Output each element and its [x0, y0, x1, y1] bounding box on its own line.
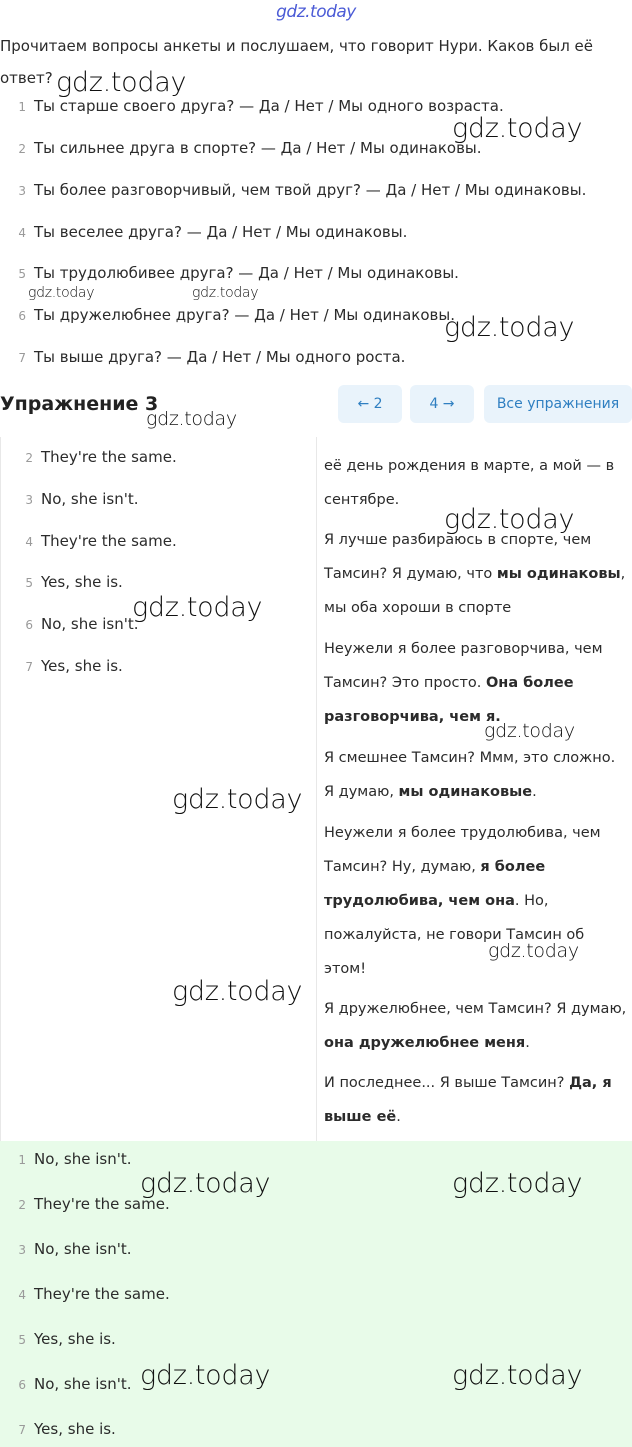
item-text: Yes, she is. [34, 1330, 116, 1348]
paragraph-text: И последнее... Я выше Тамсин? [324, 1075, 570, 1091]
prev-exercise-button[interactable]: ← 2 [338, 385, 402, 423]
row-number: 4 [25, 535, 33, 549]
list-item [0, 181, 586, 199]
table-right-column [316, 437, 632, 1141]
watermark: gdz.today [140, 1360, 271, 1391]
row-number: 2 [25, 451, 33, 465]
paragraph-bold: мы одинаковые [398, 784, 533, 800]
item-text: Ты выше друга? — Да / Нет / Мы одного роста. [34, 348, 406, 366]
row-text: No, she isn't. [41, 615, 139, 633]
row-number: 7 [25, 660, 33, 674]
list-item [0, 139, 482, 157]
item-text: They're the same. [34, 1285, 170, 1303]
item-number: 6 [18, 1378, 26, 1392]
table-row [1, 573, 123, 591]
table-row [1, 448, 177, 466]
paragraph-text: . [525, 1035, 530, 1051]
item-text: Ты веселее друга? — Да / Нет / Мы одинаковы. [34, 223, 408, 241]
paragraph-text: . [396, 1109, 401, 1125]
item-number: 2 [18, 1198, 26, 1212]
list-item [0, 1330, 116, 1348]
list-item [0, 223, 407, 241]
list-item [0, 1150, 132, 1168]
next-exercise-button[interactable]: 4 → [410, 385, 474, 423]
paragraph [324, 1066, 628, 1134]
paragraph-text: Я смешнее Тамсин? Ммм, это сложно. Я думаю, [324, 750, 616, 800]
row-text: They're the same. [41, 448, 177, 466]
item-text: No, she isn't. [34, 1150, 132, 1168]
table-row [1, 532, 177, 550]
watermark: gdz.today [452, 113, 583, 144]
row-number: 3 [25, 493, 33, 507]
watermark: gdz.today [28, 285, 95, 301]
item-number: 4 [18, 1288, 26, 1302]
paragraph-bold: Она более разговорчива, чем я. [324, 675, 574, 725]
row-number: 6 [25, 618, 33, 632]
paragraph-text: Неужели я более разговорчива, чем Тамсин? Это просто. [324, 641, 603, 691]
item-number: 1 [18, 1153, 26, 1167]
list-item [0, 306, 455, 324]
watermark: gdz.today [140, 1168, 271, 1199]
paragraph-text: Я лучше разбираюсь в спорте, чем Тамсин? Я думаю, что [324, 532, 592, 582]
paragraph-text: Неужели я более трудолюбива, чем Тамсин? Ну, думаю, [324, 825, 601, 875]
paragraph-text: . [532, 784, 537, 800]
item-number: 3 [18, 184, 26, 198]
item-number: 3 [18, 1243, 26, 1257]
watermark: gdz.today [192, 285, 259, 301]
paragraph [324, 741, 628, 809]
table-row [1, 490, 139, 508]
item-number: 1 [18, 100, 26, 114]
list-item [0, 97, 504, 115]
item-text: No, she isn't. [34, 1375, 132, 1393]
list-item [0, 1420, 116, 1438]
paragraph [324, 992, 628, 1060]
item-text: They're the same. [34, 1195, 170, 1213]
row-number: 5 [25, 576, 33, 590]
paragraph-bold: мы одинаковы [496, 566, 621, 582]
list-item [0, 264, 459, 282]
list-item [0, 348, 405, 366]
paragraph-bold: Да, я выше её [324, 1075, 612, 1125]
paragraph-text: её день рождения в марте, а мой — в сентябре. [324, 458, 615, 508]
answer-table [0, 437, 632, 1141]
row-text: Yes, she is. [41, 657, 123, 675]
item-number: 5 [18, 267, 26, 281]
watermark: gdz.today [444, 312, 575, 343]
watermark: gdz.today [484, 720, 575, 742]
list-item [0, 1285, 170, 1303]
item-text: Ты трудолюбивее друга? — Да / Нет / Мы одинаковы. [34, 264, 459, 282]
table-row [1, 615, 139, 633]
item-number: 2 [18, 142, 26, 156]
paragraph [324, 523, 628, 625]
paragraph-bold: она дружелюбнее меня [324, 1035, 526, 1051]
list-item [0, 1240, 132, 1258]
row-text: Yes, she is. [41, 573, 123, 591]
exercise-title: Упражнение 3 [0, 393, 159, 415]
item-number: 5 [18, 1333, 26, 1347]
site-logo[interactable]: gdz.today [276, 2, 356, 22]
watermark: gdz.today [444, 504, 575, 535]
list-item [0, 1375, 132, 1393]
item-number: 4 [18, 226, 26, 240]
table-row [1, 657, 123, 675]
paragraph-text: , мы оба хороши в спорте [324, 566, 626, 616]
watermark: gdz.today [56, 67, 187, 98]
watermark: gdz.today [452, 1168, 583, 1199]
item-text: Ты старше своего друга? — Да / Нет / Мы одного возраста. [34, 97, 504, 115]
watermark: gdz.today [488, 940, 579, 962]
item-number: 7 [18, 1423, 26, 1437]
item-number: 7 [18, 351, 26, 365]
row-text: No, she isn't. [41, 490, 139, 508]
item-text: Ты более разговорчивый, чем твой друг? — Да / Нет / Мы одинаковы. [34, 181, 587, 199]
item-text: No, she isn't. [34, 1240, 132, 1258]
paragraph-text: . Но, пожалуйста, не говори Тамсин об этом! [324, 893, 585, 977]
all-exercises-button[interactable]: Все упражнения [484, 385, 632, 423]
paragraph-text: Я дружелюбнее, чем Тамсин? Я думаю, [324, 1001, 627, 1017]
watermark: gdz.today [452, 1360, 583, 1391]
item-text: Yes, she is. [34, 1420, 116, 1438]
item-text: Ты дружелюбнее друга? — Да / Нет / Мы одинаковы. [34, 306, 455, 324]
paragraph [324, 632, 628, 734]
intro-text: Прочитаем вопросы анкеты и послушаем, что говорит Нури. Каков был её ответ? [0, 37, 594, 87]
row-text: They're the same. [41, 532, 177, 550]
watermark: gdz.today [132, 592, 263, 623]
item-text: Ты сильнее друга в спорте? — Да / Нет / Мы одинаковы. [34, 139, 482, 157]
watermark: gdz.today [172, 784, 303, 815]
watermark: gdz.today [172, 976, 303, 1007]
item-number: 6 [18, 309, 26, 323]
paragraph-bold: я более трудолюбива, чем она [324, 859, 546, 909]
watermark: gdz.today [146, 408, 237, 430]
paragraph [324, 816, 628, 986]
